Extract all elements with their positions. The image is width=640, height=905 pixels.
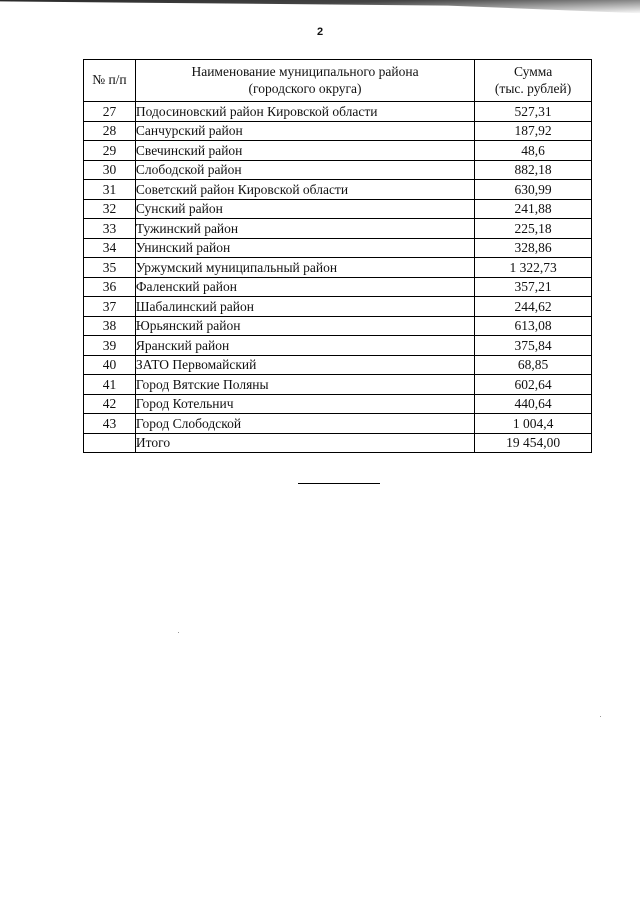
allocation-table bbox=[83, 59, 592, 453]
row-name: Советский район Кировской области bbox=[135, 180, 474, 200]
row-sum: 613,08 bbox=[475, 316, 592, 336]
header-sum bbox=[475, 60, 592, 102]
scan-edge-shadow bbox=[0, 0, 640, 14]
row-number: 30 bbox=[84, 160, 136, 180]
row-name: Унинский район bbox=[135, 238, 474, 258]
header-name bbox=[135, 60, 474, 102]
row-name: Сунский район bbox=[135, 199, 474, 219]
row-sum: 187,92 bbox=[475, 121, 592, 141]
page-number: 2 bbox=[316, 26, 324, 38]
row-name: Уржумский муниципальный район bbox=[135, 258, 474, 278]
row-sum: 440,64 bbox=[475, 394, 592, 414]
table-row bbox=[84, 199, 592, 219]
row-sum: 357,21 bbox=[475, 277, 592, 297]
row-name: Тужинский район bbox=[135, 219, 474, 239]
row-number: 39 bbox=[84, 336, 136, 356]
row-name: Свечинский район bbox=[135, 141, 474, 161]
scan-speck bbox=[600, 716, 601, 717]
row-number: 31 bbox=[84, 180, 136, 200]
table-row bbox=[84, 102, 592, 122]
row-sum: 328,86 bbox=[475, 238, 592, 258]
row-number: 36 bbox=[84, 277, 136, 297]
row-name: Подосиновский район Кировской области bbox=[135, 102, 474, 122]
table-row bbox=[84, 141, 592, 161]
table-row bbox=[84, 121, 592, 141]
row-number: 35 bbox=[84, 258, 136, 278]
row-sum: 225,18 bbox=[475, 219, 592, 239]
table-row bbox=[84, 258, 592, 278]
row-number: 41 bbox=[84, 375, 136, 395]
table-body bbox=[84, 102, 592, 453]
row-number: 28 bbox=[84, 121, 136, 141]
table-row bbox=[84, 414, 592, 434]
row-sum: 1 322,73 bbox=[475, 258, 592, 278]
table-row bbox=[84, 336, 592, 356]
row-sum: 48,6 bbox=[475, 141, 592, 161]
row-sum: 241,88 bbox=[475, 199, 592, 219]
row-name: Фаленский район bbox=[135, 277, 474, 297]
header-sum-line2: (тыс. рублей) bbox=[494, 80, 572, 96]
row-number: 29 bbox=[84, 141, 136, 161]
table-row bbox=[84, 219, 592, 239]
row-sum: 375,84 bbox=[475, 336, 592, 356]
row-sum: 68,85 bbox=[475, 355, 592, 375]
row-sum: 244,62 bbox=[475, 297, 592, 317]
row-name: ЗАТО Первомайский bbox=[135, 355, 474, 375]
total-number bbox=[84, 433, 136, 453]
row-sum: 630,99 bbox=[475, 180, 592, 200]
row-number: 43 bbox=[84, 414, 136, 434]
table-row bbox=[84, 316, 592, 336]
row-sum: 1 004,4 bbox=[475, 414, 592, 434]
table-row bbox=[84, 180, 592, 200]
row-name: Юрьянский район bbox=[135, 316, 474, 336]
row-number: 42 bbox=[84, 394, 136, 414]
row-number: 40 bbox=[84, 355, 136, 375]
header-row bbox=[84, 60, 592, 102]
end-rule bbox=[298, 483, 380, 484]
row-number: 37 bbox=[84, 297, 136, 317]
row-name: Город Котельнич bbox=[135, 394, 474, 414]
row-name: Санчурский район bbox=[135, 121, 474, 141]
table-row bbox=[84, 160, 592, 180]
row-sum: 602,64 bbox=[475, 375, 592, 395]
row-number: 32 bbox=[84, 199, 136, 219]
scan-speck bbox=[178, 632, 179, 633]
row-number: 38 bbox=[84, 316, 136, 336]
header-sum-line1: Сумма bbox=[513, 63, 553, 79]
row-name: Шабалинский район bbox=[135, 297, 474, 317]
table-row bbox=[84, 238, 592, 258]
row-name: Город Вятские Поляны bbox=[135, 375, 474, 395]
row-name: Город Слободской bbox=[135, 414, 474, 434]
header-name-line1: Наименование муниципального района bbox=[191, 63, 419, 79]
table-row bbox=[84, 375, 592, 395]
header-name-line2: (городского округа) bbox=[248, 80, 362, 96]
table-header bbox=[84, 60, 592, 102]
row-number: 34 bbox=[84, 238, 136, 258]
header-number bbox=[84, 60, 136, 102]
total-label: Итого bbox=[135, 433, 474, 453]
table-row bbox=[84, 355, 592, 375]
table-row bbox=[84, 297, 592, 317]
row-sum: 882,18 bbox=[475, 160, 592, 180]
row-number: 27 bbox=[84, 102, 136, 122]
row-number: 33 bbox=[84, 219, 136, 239]
table-row bbox=[84, 394, 592, 414]
total-sum: 19 454,00 bbox=[475, 433, 592, 453]
row-name: Слободской район bbox=[135, 160, 474, 180]
header-number-label: № п/п bbox=[92, 72, 127, 88]
row-sum: 527,31 bbox=[475, 102, 592, 122]
total-row bbox=[84, 433, 592, 453]
table-row bbox=[84, 277, 592, 297]
row-name: Яранский район bbox=[135, 336, 474, 356]
